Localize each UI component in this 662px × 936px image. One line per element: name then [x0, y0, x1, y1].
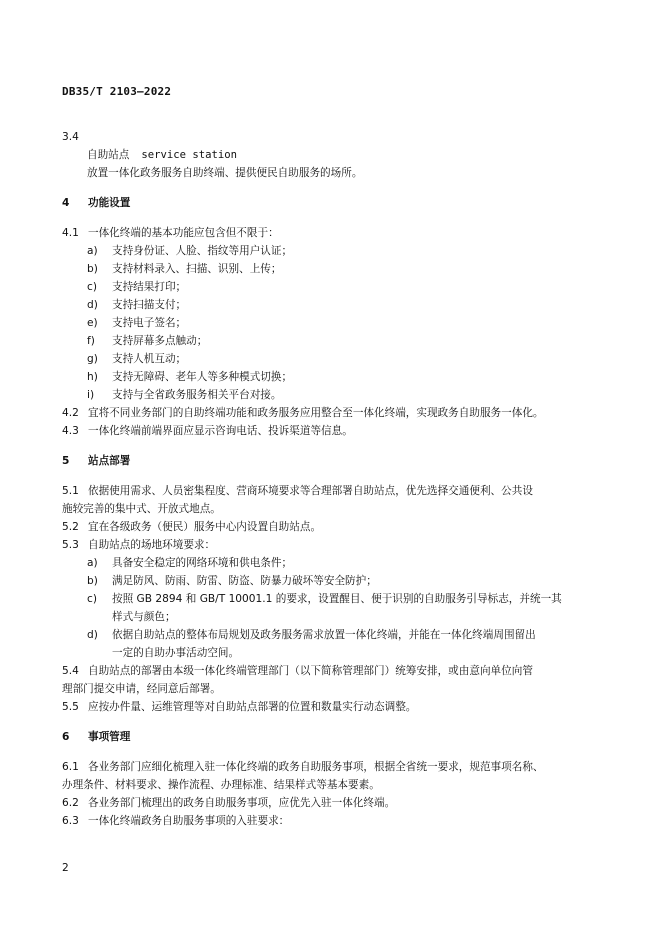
list-item-continued	[62, 644, 610, 662]
clause-5-1	[62, 482, 610, 500]
clause-6-3-text: 一体化终端政务自助服务事项的入驻要求：	[88, 815, 290, 827]
list-item	[62, 242, 610, 260]
clause-5-5-text: 应按办件量、运维管理等对自助站点部署的位置和数量实行动态调整。	[88, 701, 417, 713]
clause-4-1	[62, 224, 610, 242]
list-item-text: 样式与颜色；	[112, 611, 176, 623]
clause-5-1-text: 依据使用需求、人员密集程度、营商环境要求等合理部署自助站点，优先选择交通便利、公共设	[88, 485, 533, 497]
document-body	[62, 128, 610, 830]
list-item-text: 支持身份证、人脸、指纹等用户认证；	[112, 245, 293, 257]
clause-5-1-number: 5.1	[62, 485, 79, 497]
clause-5-2-text: 宜在各级政务（便民）服务中心内设置自助站点。	[88, 521, 322, 533]
list-item	[62, 368, 610, 386]
term-chinese: 自助站点	[87, 149, 130, 161]
list-item-text: 支持材料录入、扫描、识别、上传；	[112, 263, 282, 275]
list-item	[62, 572, 610, 590]
list-item-label: d)	[87, 299, 98, 311]
clause-6-2-text: 各业务部门梳理出的政务自助服务事项，应优先入驻一体化终端。	[88, 797, 396, 809]
clause-5-1-continued: 施较完善的集中式、开放式地点。	[62, 503, 221, 515]
clause-5-3-list	[62, 554, 610, 662]
section-4-title: 功能设置	[88, 197, 131, 209]
list-item	[62, 350, 610, 368]
list-item	[62, 278, 610, 296]
document-code: DB35/T 2103—2022	[62, 85, 172, 98]
clause-4-3-text: 一体化终端前端界面应显示咨询电话、投诉渠道等信息。	[88, 425, 353, 437]
clause-6-2-number: 6.2	[62, 797, 79, 809]
section-6-heading	[62, 728, 610, 746]
page-number: 2	[62, 862, 69, 874]
clause-5-4-number: 5.4	[62, 665, 79, 677]
clause-6-2	[62, 794, 610, 812]
clause-4-2-text: 宜将不同业务部门的自助终端功能和政务服务应用整合至一体化终端，实现政务自助服务一体化。	[88, 407, 544, 419]
list-item-text: 按照 GB 2894 和 GB/T 10001.1 的要求，设置醒目、便于识别的自助服务引导标志，并统一其	[112, 593, 562, 605]
list-item-label: b)	[87, 575, 98, 587]
clause-5-3	[62, 536, 610, 554]
section-6-title: 事项管理	[88, 731, 131, 743]
section-4-heading	[62, 194, 610, 212]
clause-4-3	[62, 422, 610, 440]
clause-5-4-text: 自助站点的部署由本级一体化终端管理部门（以下简称管理部门）统筹安排，或由意向单位向管	[88, 665, 533, 677]
clause-3-4-number: 3.4	[62, 131, 79, 143]
list-item-text: 支持电子签名；	[112, 317, 187, 329]
list-item-text: 具备安全稳定的网络环境和供电条件；	[112, 557, 293, 569]
list-item	[62, 260, 610, 278]
term-entry	[62, 146, 610, 164]
list-item	[62, 590, 610, 608]
clause-6-1-continued: 办理条件、材料要求、操作流程、办理标准、结果样式等基本要素。	[62, 779, 380, 791]
clause-4-1-text: 一体化终端的基本功能应包含但不限于：	[88, 227, 279, 239]
list-item-label: f)	[87, 335, 95, 347]
section-4-number: 4	[62, 197, 70, 209]
clause-5-5-number: 5.5	[62, 701, 79, 713]
list-item-label: d)	[87, 629, 98, 641]
list-item-label: a)	[87, 245, 98, 257]
list-item-text: 支持结果打印；	[112, 281, 187, 293]
list-item-label: c)	[87, 281, 97, 293]
list-item-label: e)	[87, 317, 98, 329]
clause-4-1-list	[62, 242, 610, 404]
list-item-text: 支持人机互动；	[112, 353, 187, 365]
list-item	[62, 554, 610, 572]
term-english: service station	[141, 149, 238, 161]
list-item-text: 一定的自助办事活动空间。	[112, 647, 240, 659]
clause-6-1-number: 6.1	[62, 761, 79, 773]
list-item-text: 满足防风、防雨、防雷、防盗、防暴力破坏等安全防护；	[112, 575, 377, 587]
list-item-label: h)	[87, 371, 98, 383]
section-5-number: 5	[62, 455, 70, 467]
clause-5-4	[62, 662, 610, 680]
clause-5-5	[62, 698, 610, 716]
list-item-label: b)	[87, 263, 98, 275]
clause-4-3-number: 4.3	[62, 425, 79, 437]
list-item	[62, 626, 610, 644]
list-item-label: i)	[87, 389, 95, 401]
list-item-label: g)	[87, 353, 98, 365]
clause-5-4-continued: 理部门提交申请，经同意后部署。	[62, 683, 221, 695]
clause-5-3-number: 5.3	[62, 539, 79, 551]
section-5-title: 站点部署	[88, 455, 131, 467]
section-5-heading	[62, 452, 610, 470]
list-item	[62, 332, 610, 350]
clause-5-2	[62, 518, 610, 536]
list-item-text: 依据自助站点的整体布局规划及政务服务需求放置一体化终端，并能在一体化终端周围留出	[112, 629, 536, 641]
clause-6-1	[62, 758, 610, 776]
list-item-text: 支持与全省政务服务相关平台对接。	[112, 389, 282, 401]
list-item-text: 支持屏幕多点触动；	[112, 335, 208, 347]
list-item-text: 支持无障碍、老年人等多种模式切换；	[112, 371, 293, 383]
list-item-label: c)	[87, 593, 97, 605]
clause-6-3	[62, 812, 610, 830]
clause-4-2	[62, 404, 610, 422]
list-item	[62, 296, 610, 314]
term-definition: 放置一体化政务服务自助终端、提供便民自助服务的场所。	[87, 167, 363, 179]
list-item-text: 支持扫描支付；	[112, 299, 187, 311]
section-6-number: 6	[62, 731, 70, 743]
clause-6-1-text: 各业务部门应细化梳理入驻一体化终端的政务自助服务事项，根据全省统一要求，规范事项名称、	[88, 761, 544, 773]
clause-5-3-text: 自助站点的场地环境要求：	[88, 539, 216, 551]
clause-6-3-number: 6.3	[62, 815, 79, 827]
clause-4-2-number: 4.2	[62, 407, 79, 419]
list-item-continued	[62, 608, 610, 626]
list-item	[62, 386, 610, 404]
list-item-label: a)	[87, 557, 98, 569]
list-item	[62, 314, 610, 332]
clause-4-1-number: 4.1	[62, 227, 79, 239]
clause-5-2-number: 5.2	[62, 521, 79, 533]
